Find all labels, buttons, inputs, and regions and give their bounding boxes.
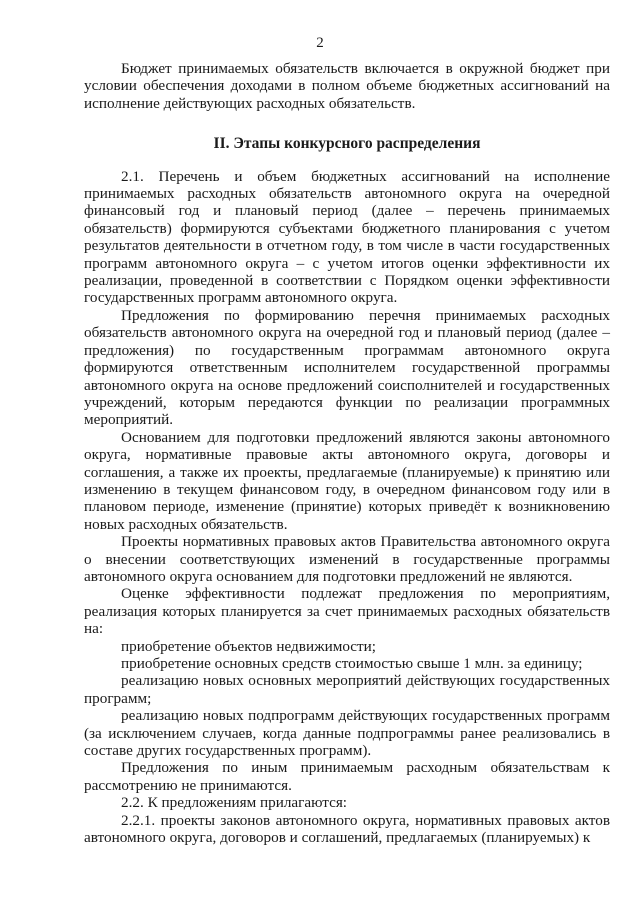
list-item-new-main-activities: реализацию новых основных мероприятий действующих государственных программ; bbox=[84, 672, 610, 707]
paragraph-proposals-formation: Предложения по формированию перечня принимаемых расходных обязательств автономного округа на очередной год и плановый период (далее – предложения) по государственным программам автономного округа формируются ответственным исполнителем государственной программы автономного округа на основе предложений соисполнителей и государственных учреждений, которым передаются функции по реализации программных мероприятий. bbox=[84, 306, 610, 429]
page-number: 2 bbox=[316, 35, 324, 51]
paragraph-efficiency-assessment: Оценке эффективности подлежат предложения по мероприятиям, реализация которых планируется за счет принимаемых расходных обязательств на: bbox=[84, 585, 610, 638]
list-item-fixed-assets: приобретение основных средств стоимостью свыше 1 млн. за единицу; bbox=[121, 655, 583, 672]
list-item-real-estate: приобретение объектов недвижимости; bbox=[121, 637, 377, 655]
section-heading: II. Этапы конкурсного распределения bbox=[213, 135, 481, 153]
document-body bbox=[84, 60, 610, 846]
paragraph-other-obligations: Предложения по иным принимаемым расходным обязательствам к рассмотрению не принимаются. bbox=[84, 759, 610, 794]
paragraph-basis-for-proposals: Основанием для подготовки предложений являются законы автономного округа, нормативные правовые акты автономного округа, договоры и соглашения, а также их проекты, предлагаемые (планируемые) к принятию или изменению в текущем финансовом году, в очередном финансовом году или в плановом периоде, изменение (принятие) которых приведёт к возникновению новых расходных обязательств. bbox=[84, 428, 610, 533]
intro-paragraph: Бюджет принимаемых обязательств включается в окружной бюджет при условии обеспечения доходами в полном объеме бюджетных ассигнований на исполнение действующих расходных обязательств. bbox=[84, 60, 610, 112]
paragraph-draft-acts: Проекты нормативных правовых актов Правительства автономного округа о внесении соответствующих изменений в государственные программы автономного округа основанием для подготовки предложений не являются. bbox=[84, 533, 610, 585]
paragraph-2-1: 2.1. Перечень и объем бюджетных ассигнований на исполнение принимаемых расходных обязательств автономного округа на очередной финансовый год и плановый период (далее – перечень принимаемых обязательств) формируются субъектами бюджетного планирования с учетом результатов деятельности в отчетном году, в том числе в части государственных программ автономного округа – с учетом итогов оценки эффективности их реализации, проведенной в соответствии с Порядком оценки эффективности государственных программ автономного округа. bbox=[84, 167, 610, 307]
paragraph-2-2: 2.2. К предложениям прилагаются: bbox=[121, 794, 348, 812]
list-item-new-subprograms: реализацию новых подпрограмм действующих государственных программ (за исключением случаев, когда данные подпрограммы ранее реализовались в составе других государственных программ). bbox=[84, 707, 610, 760]
paragraph-2-2-1: 2.2.1. проекты законов автономного округа, нормативных правовых актов автономного округа, договоров и соглашений, предлагаемых (планируемых) к bbox=[84, 811, 610, 847]
